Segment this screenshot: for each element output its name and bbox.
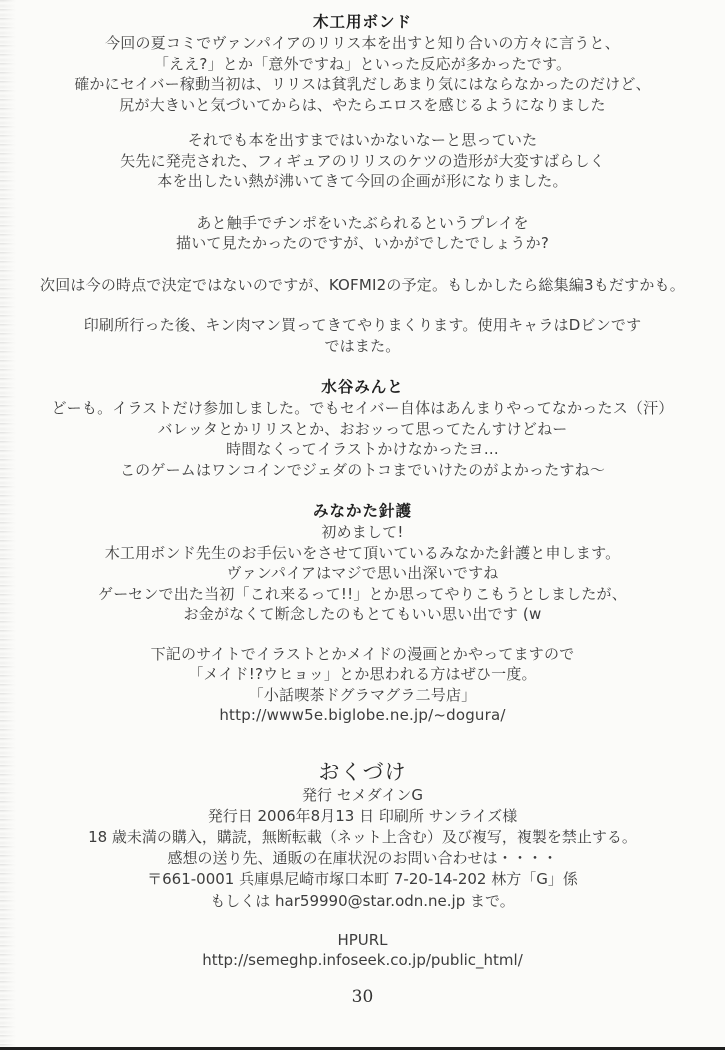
afterword-line: 「ええ?」とか「意外ですね」といった反応が多かったです。 xyxy=(153,54,572,73)
afterword-line: バレッタとかリリスとか、おおッって思ってたんすけどねー xyxy=(157,419,568,438)
colophon-block xyxy=(0,785,725,912)
afterword-line: どーも。イラストだけ参加しました。でもセイバー自体はあんまりやってなかったス（汗） xyxy=(51,399,674,417)
contact-intro-line: 感想の送り先、通販の在庫状況のお問い合わせは・・・・ xyxy=(167,849,558,868)
afterword-line: 本を出したい熱が沸いてきて今回の企画が形になりました。 xyxy=(157,172,568,190)
afterword-line: 下記のサイトでイラストとかメイドの漫画とかやってますので xyxy=(150,644,575,663)
afterword-paragraph xyxy=(0,522,725,625)
hp-url-block xyxy=(0,930,725,971)
afterword-line: 描いて見たかったのですが、いかがでしたでしょうか? xyxy=(176,234,549,252)
postal-address-line: 〒661-0001 兵庫県尼崎市塚口本町 7-20-14-202 林方「G」係 xyxy=(147,870,578,889)
afterword-paragraph xyxy=(0,275,725,296)
hp-url-label: HPURL xyxy=(337,930,388,949)
site-url-text: http://www5e.biglobe.ne.jp/~dogura/ xyxy=(219,706,506,724)
page-number: 30 xyxy=(351,986,374,1007)
afterword-line: 時間なくってイラストかけなかったヨ… xyxy=(226,440,499,458)
afterword-line: 木工用ボンド先生のお手伝いをさせて頂いているみなかた針護と申します。 xyxy=(104,543,621,562)
afterword-paragraph xyxy=(0,644,725,726)
afterword-paragraph xyxy=(0,315,725,356)
restriction-notice-line: 18 歳未満の購入，購読，無断転載（ネット上含む）及び複写，複製を禁止する。 xyxy=(88,827,637,846)
hp-url-text: http://semeghp.infoseek.co.jp/public_html/ xyxy=(202,951,523,970)
colophon-title: おくづけ xyxy=(318,759,407,784)
afterword-paragraph xyxy=(0,398,725,480)
author-heading-mizutani-minto: 水谷みんと xyxy=(321,378,404,396)
author-heading-bokkouyou-bond: 木工用ボンド xyxy=(312,13,412,31)
afterword-line: 初めまして! xyxy=(321,523,404,541)
email-line: もしくは har59990@star.odn.ne.jp まで。 xyxy=(210,891,515,910)
afterword-line: 印刷所行った後、キン肉マン買ってきてやりまくります。使用キャラはDビンです xyxy=(83,316,642,334)
afterword-line: 「メイド!?ウヒョッ」とか思われる方はぜひ一度。 xyxy=(188,665,537,683)
author-heading-minakata-shingo: みなかた針護 xyxy=(312,502,412,520)
afterword-line: あと触手でチンポをいたぶられるというプレイを xyxy=(196,213,529,232)
afterword-line: お金がなくて断念したのもとてもいい思い出です (w xyxy=(183,605,542,623)
afterword-line: ヴァンパイアはマジで思い出深いですね xyxy=(226,564,499,582)
afterword-line: 今回の夏コミでヴァンパイアのリリス本を出すと知り合いの方々に言うと、 xyxy=(105,34,620,52)
publication-date-line: 発行日 2006年8月13 日 印刷所 サンライズ様 xyxy=(207,806,518,825)
afterword-line: 矢先に発売された、フィギュアのリリスのケツの造形が大変すばらしく xyxy=(120,151,605,170)
afterword-line: それでも本を出すまではいかないなーと思っていた xyxy=(187,131,538,149)
afterword-paragraph xyxy=(0,33,725,115)
afterword-line: 尻が大きいと気づいてからは、やたらエロスを感じるようになりました xyxy=(119,95,606,114)
afterword-line: 次回は今の時点で決定ではないのですが、KOFMI2の予定。もしかしたら総集編3もだすかも。 xyxy=(40,275,685,294)
afterword-paragraph xyxy=(0,213,725,254)
afterword-line: ゲーセンで出た当初「これ来るって!!」とか思ってやりこもうとしましたが、 xyxy=(98,584,627,603)
publisher-line: 発行 セメダインG xyxy=(301,785,424,804)
afterword-line: このゲームはワンコインでジェダのトコまでいけたのがよかったすね～ xyxy=(119,460,606,479)
site-name: 「小話喫茶ドグラマグラ二号店」 xyxy=(248,685,477,704)
afterword-paragraph xyxy=(0,130,725,192)
afterword-line: ではまた。 xyxy=(324,336,401,355)
afterword-line: 確かにセイバー稼動当初は、リリスは貧乳だしあまり気にはならなかったのだけど、 xyxy=(74,75,651,93)
